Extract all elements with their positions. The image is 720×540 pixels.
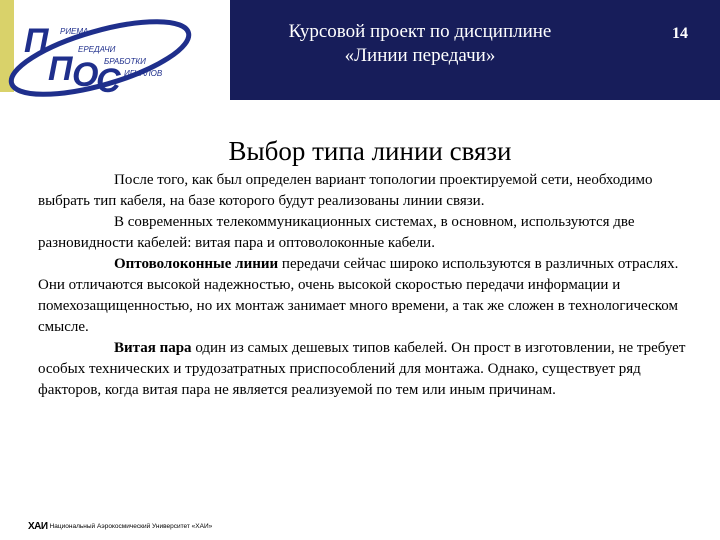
paragraph-3-text: передачи сейчас широко используются в различных отраслях. Они отличаются высокой надежностью, очень высокой скоростью передачи информации и помехозащищенностью, но их монтаж занимает много времени, а так же сложен в технологическом смысле. bbox=[38, 256, 679, 335]
paragraph-3 bbox=[38, 254, 702, 338]
pipos-logo bbox=[0, 0, 230, 100]
section-heading: Выбор типа линии связи bbox=[228, 136, 512, 166]
body-text bbox=[38, 170, 702, 401]
slide-title bbox=[240, 20, 600, 68]
university-name: Национальный Аэрокосмический Университет «ХАИ» bbox=[49, 522, 213, 530]
paragraph-2 bbox=[38, 212, 702, 254]
logo-word-3: БРАБОТКИ bbox=[104, 57, 146, 66]
university-logo: ХАИ bbox=[28, 520, 48, 532]
paragraph-3-bold: Оптоволоконные линии bbox=[114, 256, 279, 272]
logo-letter-o: О bbox=[72, 56, 99, 94]
paragraph-1-text: После того, как был определен вариант топологии проектируемой сети, необходимо выбрать тип кабеля, на базе которого будут реализованы линии связи. bbox=[38, 172, 653, 209]
logo-word-1: РИЕМА bbox=[60, 27, 89, 36]
logo-word-4: ИГНАЛОВ bbox=[124, 69, 163, 78]
logo-letter-s: С bbox=[96, 62, 121, 100]
paragraph-4 bbox=[38, 338, 702, 401]
slide-header bbox=[0, 0, 720, 100]
page-number: 14 bbox=[672, 25, 688, 42]
paragraph-4-text: один из самых дешевых типов кабелей. Он прост в изготовлении, не требует особых технических и трудозатратных приспособлений для монтажа. Однако, существует ряд факторов, когда витая пара не является реализуемой по тем или иным причинам. bbox=[38, 340, 686, 398]
logo-letter-p1: П bbox=[24, 22, 49, 60]
paragraph-2-text: В современных телекоммуникационных системах, в основном, используются две разновидности кабелей: витая пара и оптоволоконные кабели. bbox=[38, 214, 635, 251]
slide-footer bbox=[28, 519, 212, 533]
logo-letter-p2: П bbox=[48, 50, 73, 88]
logo-word-2: ЕРЕДАЧИ bbox=[78, 45, 116, 54]
slide-title-line-2: «Линии передачи» bbox=[344, 45, 496, 66]
slide-title-line-1: Курсовой проект по дисциплине bbox=[288, 21, 552, 42]
paragraph-4-bold: Витая пара bbox=[114, 340, 192, 356]
paragraph-1 bbox=[38, 170, 702, 212]
